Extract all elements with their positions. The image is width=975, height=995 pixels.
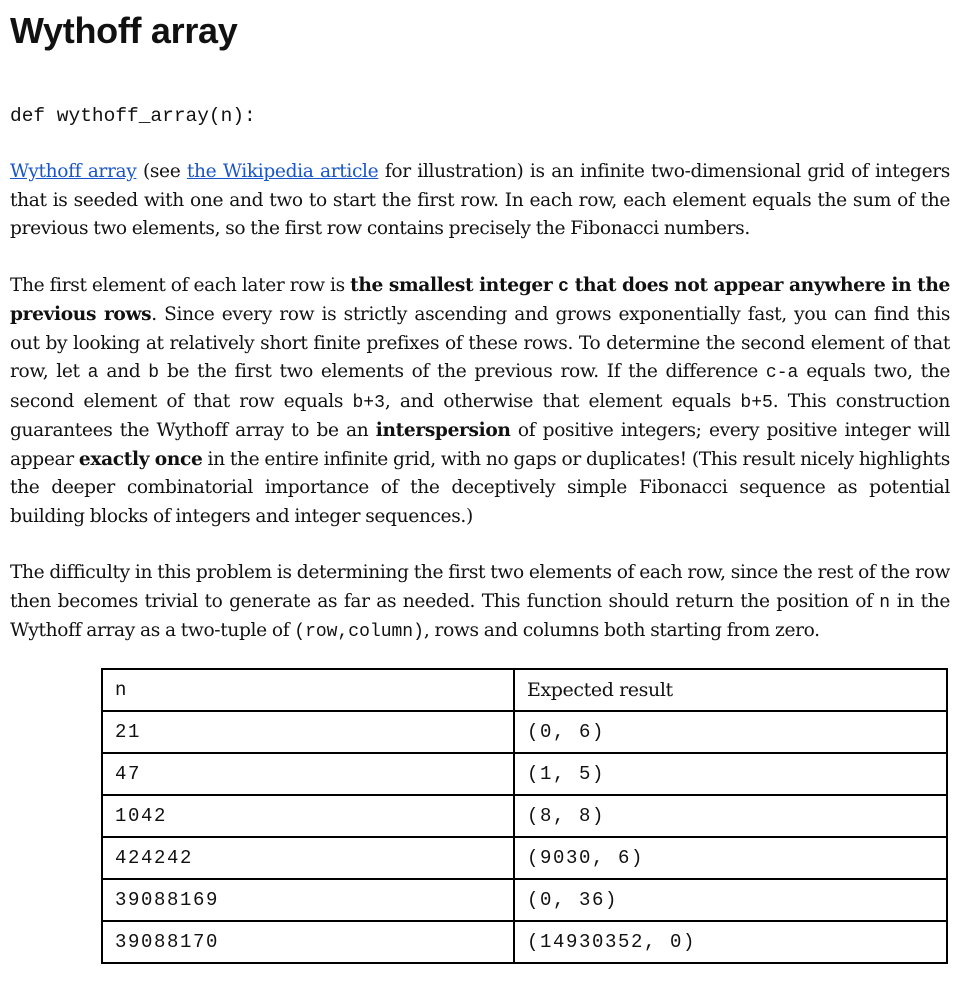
cell-n: 1042	[102, 795, 514, 837]
rule-text-7: . This construction guarantees the Wythoff array to be an	[10, 390, 950, 441]
cell-n: 39088169	[102, 879, 514, 921]
code-b: b	[148, 363, 160, 383]
expected-results-table	[101, 668, 948, 964]
task-text-3: , rows and columns both starting from zero.	[423, 620, 820, 641]
cell-n: 424242	[102, 837, 514, 879]
exactly-once-bold: exactly once	[78, 448, 203, 470]
intro-text-2: for illustration) is an infinite two-dimensional grid of integers that is seeded with one and two to start the first row. In each row, each element equals the sum of the previous two elements, so the first row contains precisely the Fibonacci numbers.	[10, 161, 950, 239]
table-row	[102, 711, 947, 753]
intro-text-1: (see	[136, 161, 187, 182]
table-row	[102, 795, 947, 837]
rule-bold-1-text: the smallest integer	[350, 274, 559, 296]
table-row	[102, 837, 947, 879]
cell-result: (14930352, 0)	[514, 921, 947, 963]
rule-bold-2-text: that does not appear anywhere in the previous rows	[10, 274, 950, 325]
table-row	[102, 921, 947, 963]
interspersion-bold: interspersion	[375, 420, 511, 441]
task-text-1: The difficulty in this problem is determining the first two elements of each row, since the rest of the row then becomes trivial to generate as far as needed. This function should return the position of	[10, 562, 950, 612]
rule-text-1: The first element of each later row is	[10, 274, 351, 296]
code-n: n	[879, 592, 891, 613]
code-c-minus-a: c-a	[765, 363, 799, 383]
cell-n: 47	[102, 753, 514, 795]
rule-paragraph	[10, 272, 950, 532]
function-signature: def wythoff_array(n):	[10, 105, 256, 127]
cell-result: (1, 5)	[514, 753, 947, 795]
table-header-row	[102, 669, 947, 711]
header-expected-result: Expected result	[514, 669, 947, 711]
code-b-plus-5: b+5	[740, 392, 773, 413]
rule-text-2: . Since every row is strictly ascending and grows exponentially fast, you can find this out by looking at relatively short finite prefixes of these rows. To determine the second element of that row, let	[10, 304, 951, 382]
task-paragraph	[10, 559, 950, 647]
rule-text-9: in the entire infinite grid, with no gaps or duplicates! (This result nicely highlights the deeper combinatorial importance of the deceptively simple Fibonacci sequence as potential building blocks of integers and integer sequences.)	[10, 448, 950, 527]
page-title: Wythoff array	[10, 10, 238, 51]
rule-text-4: be the first two elements of the previous row. If the difference	[159, 361, 766, 382]
code-row-column: (row,column)	[294, 622, 424, 642]
problem-page	[10, 0, 950, 647]
rule-text-8: of positive integers; every positive integer will appear	[10, 420, 950, 470]
cell-result: (0, 36)	[514, 879, 947, 921]
code-b-plus-3: b+3	[352, 392, 385, 413]
rule-text-5: equals two, the second element of that row equals	[10, 361, 951, 412]
table-row	[102, 879, 947, 921]
cell-n: 21	[102, 711, 514, 753]
table-row	[102, 753, 947, 795]
code-c: c	[558, 276, 569, 297]
wythoff-array-link[interactable]: Wythoff array	[10, 161, 137, 182]
cell-result: (9030, 6)	[514, 837, 947, 879]
cell-n: 39088170	[102, 921, 514, 963]
intro-paragraph	[10, 158, 950, 244]
rule-text-6: , and otherwise that element equals	[384, 390, 741, 412]
task-text-2: in the Wythoff array as a two-tuple of	[10, 590, 950, 641]
cell-result: (8, 8)	[514, 795, 947, 837]
rule-text-3: and	[98, 361, 149, 382]
cell-result: (0, 6)	[514, 711, 947, 753]
code-a: a	[87, 363, 99, 383]
wikipedia-article-link[interactable]: the Wikipedia article	[186, 161, 379, 182]
header-n: n	[102, 669, 514, 711]
